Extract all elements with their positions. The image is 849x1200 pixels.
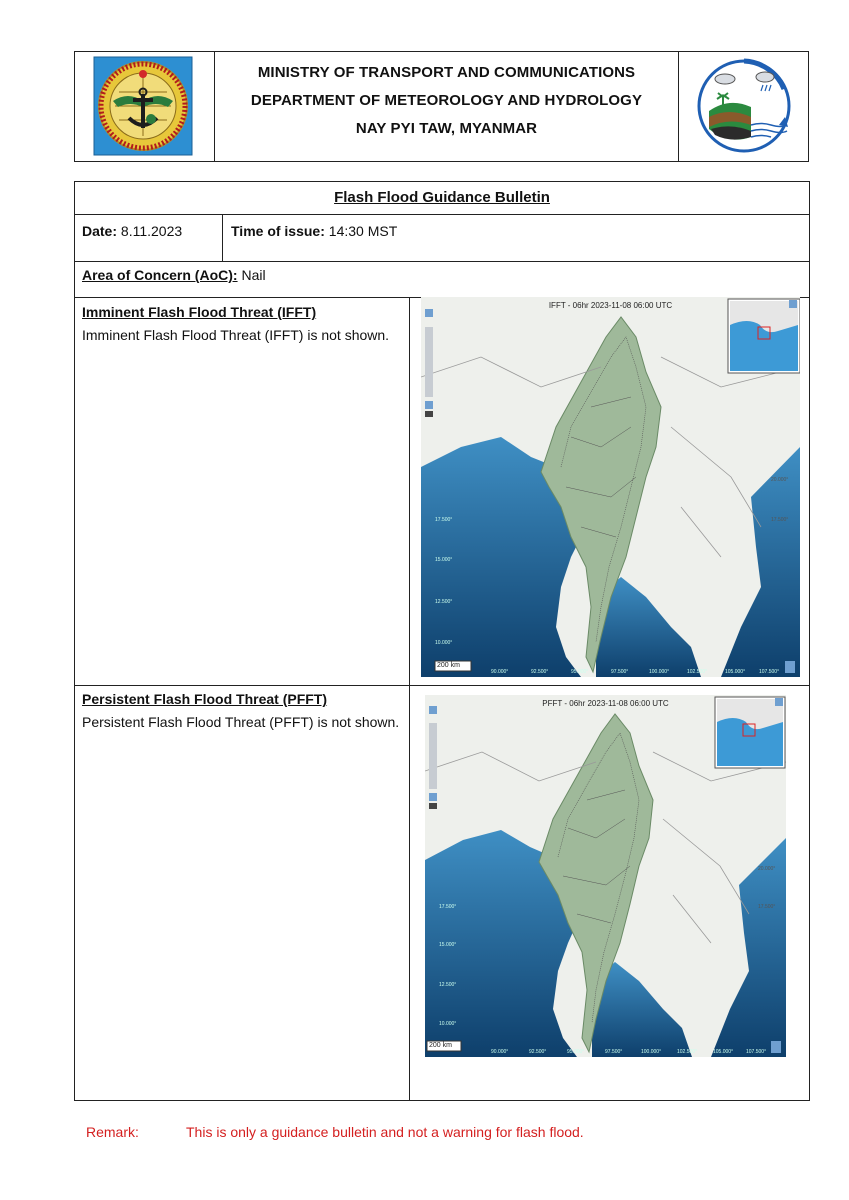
ifft-map[interactable] bbox=[421, 297, 800, 677]
location-name: NAY PYI TAW, MYANMAR bbox=[355, 120, 538, 137]
ministry-name: MINISTRY OF TRANSPORT AND COMMUNICATIONS bbox=[257, 64, 636, 81]
hydrology-cycle-icon bbox=[693, 55, 795, 157]
department-name: DEPARTMENT OF METEOROLOGY AND HYDROLOGY bbox=[250, 92, 643, 109]
ifft-lon-label: 97.500° bbox=[611, 669, 629, 675]
date-label: Date: bbox=[82, 223, 118, 239]
ifft-lat-label-right: 20.000° bbox=[771, 477, 789, 483]
pfft-map-title: PFFT - 06hr 2023-11-08 06:00 UTC bbox=[542, 699, 669, 708]
pfft-lat-label: 15.000° bbox=[439, 942, 457, 948]
pfft-lon-label: 92.500° bbox=[529, 1049, 547, 1055]
aoc-label: Area of Concern (AoC): bbox=[82, 267, 238, 283]
pfft-lon-label: 97.500° bbox=[605, 1049, 623, 1055]
pfft-map-scale: 200 km bbox=[429, 1042, 452, 1049]
remark-label: Remark: bbox=[86, 1124, 139, 1140]
ifft-lon-label: 107.500° bbox=[759, 669, 780, 675]
dmh-logo-cell bbox=[678, 52, 808, 161]
ifft-section bbox=[82, 301, 400, 347]
pfft-lat-label-right: 20.000° bbox=[758, 866, 776, 872]
pfft-lon-label: 90.000° bbox=[491, 1049, 509, 1055]
ifft-lon-label: 92.500° bbox=[531, 669, 549, 675]
aoc-value: Nail bbox=[241, 267, 266, 283]
pfft-lon-label: 102.500° bbox=[677, 1049, 698, 1055]
pfft-lat-label: 10.000° bbox=[439, 1021, 457, 1027]
bulletin-title: Flash Flood Guidance Bulletin bbox=[334, 189, 550, 206]
pfft-lat-label: 12.500° bbox=[439, 982, 457, 988]
pfft-lat-label-right: 17.500° bbox=[758, 904, 776, 910]
pfft-map[interactable] bbox=[425, 695, 786, 1057]
ifft-map-title: IFFT - 06hr 2023-11-08 06:00 UTC bbox=[548, 301, 673, 310]
pfft-lon-label: 107.500° bbox=[746, 1049, 767, 1055]
pfft-section bbox=[82, 688, 400, 734]
pfft-lon-label: 105.000° bbox=[713, 1049, 734, 1055]
time-value: 14:30 MST bbox=[328, 223, 398, 239]
ifft-text: Imminent Flash Flood Threat (IFFT) is not shown. bbox=[82, 327, 390, 343]
ifft-lon-label: 105.000° bbox=[725, 669, 746, 675]
time-label: Time of issue: bbox=[231, 223, 325, 239]
pfft-heading: Persistent Flash Flood Threat (PFFT) bbox=[82, 691, 328, 707]
ifft-lat-label: 17.500° bbox=[435, 517, 453, 523]
remark-text: This is only a guidance bulletin and not a warning for flash flood. bbox=[186, 1124, 584, 1140]
ifft-map-svg bbox=[421, 297, 800, 677]
ifft-lat-label: 10.000° bbox=[435, 640, 453, 646]
ifft-lon-label: 90.000° bbox=[491, 669, 509, 675]
ifft-heading: Imminent Flash Flood Threat (IFFT) bbox=[82, 304, 317, 320]
date-value: 8.11.2023 bbox=[120, 223, 183, 239]
ifft-lon-label: 102.500° bbox=[687, 669, 708, 675]
ifft-map-scale: 200 km bbox=[437, 662, 460, 669]
ifft-lat-label: 12.500° bbox=[435, 599, 453, 605]
pfft-text: Persistent Flash Flood Threat (PFFT) is not shown. bbox=[82, 714, 400, 730]
header-title-block bbox=[215, 52, 678, 161]
date-field bbox=[82, 220, 182, 242]
remark bbox=[86, 1124, 786, 1144]
pfft-lat-label: 17.500° bbox=[439, 904, 457, 910]
header-table bbox=[74, 51, 809, 162]
ifft-lon-label: 100.000° bbox=[649, 669, 670, 675]
area-of-concern bbox=[82, 264, 266, 286]
ifft-lat-label: 15.000° bbox=[435, 557, 453, 563]
pfft-lon-label: 95.000° bbox=[567, 1049, 585, 1055]
time-field bbox=[231, 220, 397, 242]
ministry-emblem-icon bbox=[93, 56, 193, 156]
pfft-map-svg bbox=[425, 695, 786, 1057]
ministry-logo-cell bbox=[75, 52, 215, 161]
pfft-lon-label: 100.000° bbox=[641, 1049, 662, 1055]
ifft-lat-label-right: 17.500° bbox=[771, 517, 789, 523]
ifft-lon-label: 95.000° bbox=[571, 669, 589, 675]
